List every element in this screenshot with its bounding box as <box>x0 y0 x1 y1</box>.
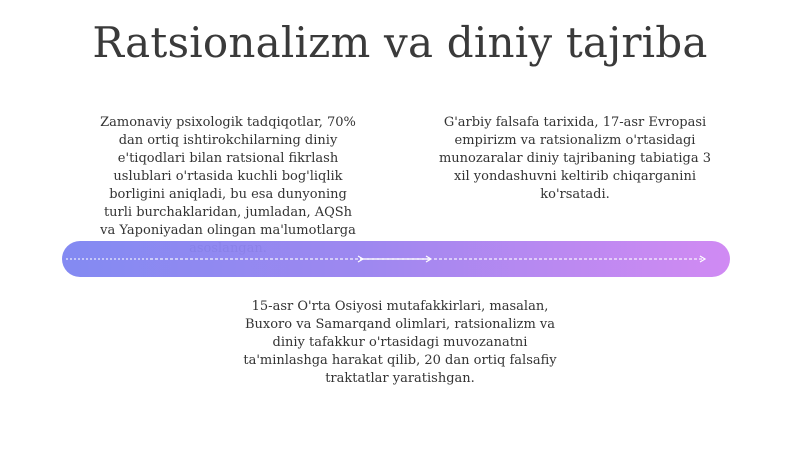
arrow-right-icon <box>434 256 705 262</box>
timeline-bar <box>62 241 730 277</box>
arrow-right-icon <box>360 256 431 262</box>
text-block-bottom: 15-asr O'rta Osiyosi mutafakkirlari, masalan, Buxoro va Samarqand olimlari, ratsionalizm va diniy tafakkur o'rtasidagi muvozanatni ta'minlashga harakat qilib, 20 dan ortiq falsafiy traktatlar yaratishgan. <box>243 299 557 386</box>
slide-title: Ratsionalizm va diniy tajriba <box>92 18 708 67</box>
text-block-left: Zamonaviy psixologik tadqiqotlar, 70% dan ortiq ishtirokchilarning diniy e'tiqodlari bilan ratsional fikrlash uslublari o'rtasida kuchli bog'liqlik borligini aniqladi, bu esa dunyoning turli burchaklaridan, jumladan, AQSh va Yaponiyadan olingan ma'lumotlarga <box>100 115 356 238</box>
text-block-right: G'arbiy falsafa tarixida, 17-asr Evropasi empirizm va ratsionalizm o'rtasidagi munozaralar diniy tajribaning tabiatiga 3 xil yondashuvni keltirib chiqarganini ko'rsatadi. <box>438 115 712 202</box>
timeline-arrows <box>62 241 730 277</box>
arrow-right-icon <box>66 256 363 262</box>
